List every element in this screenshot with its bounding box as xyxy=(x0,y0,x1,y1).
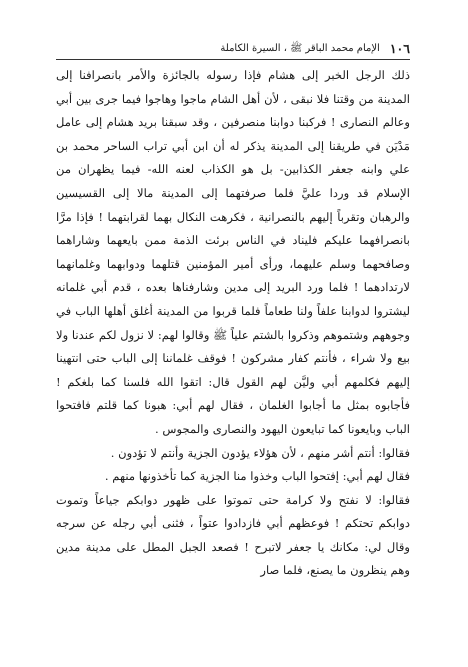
page-header xyxy=(56,40,410,56)
paragraph: فقالوا: أنتم أشر منهم ، لأن هؤلاء يؤدون الجزية وأنتم لا تؤدون . xyxy=(110,445,410,460)
paragraph: فقالوا: لا نفتح ولا كرامة حتى تموتوا على ظهور دوابكم جياعاً وتموت دوابكم تحتكم ! فوعظهم أبي فازدادوا عتواً ، فثنى أبي رجله عن سرجه وقال لي: مكانك يا جعفر لاتبرح ! فصعد الجبل المطل على مدينة مدين وهم ينظرون ما يصنع، فلما صار xyxy=(56,492,410,578)
paragraph: ذلك الرجل الخبر إلى هشام فإذا رسوله بالجائزة والأمر بانصرافنا إلى المدينة من وقتنا فلا نبقى ، لأن أهل الشام ماجوا وهاجوا فيما جرى بين أبي وعالم النصارى ! فركبنا دوابنا منصرفين ، وقد سبقنا بريد هشام إلى عامل مَدْيَن في طريقنا إلى المدينة يذكر له أن ابن أبي تراب الساحر محمد بن علي وابنه جعفر الكذابين- بل هو الكذاب لعنه الله- فيما يظهران من الإسلام قد وردا عليَّ فلما صرفتهما إلى المدينة مالا إلى القسيسين والرهبان وتقرباً إليهم بالنصرانية ، فكرهت النكال بهما لقرابتهما ! فإذا مرَّا بانصرافهما عليكم فليناد في الناس برئت الذمة ممن بايعهما وشاراهما وصافحهما وسلم عليهما، ورأى أمير المؤمنين قتلهما ودوابهما وغلمانهما لارتدادهما ! فلما ورد البريد إلى مدين وشارفناها بعده ، قدم أبي غلمانه ليشتروا لدوابنا علفاً ولنا طعاماً فلما قربوا من المدينة أغلق أهلها الباب في وجوههم وشتموهم وذكروا بالشتم علياً ﷺ وقالوا لهم: لا نزول لكم عندنا ولا بيع ولا شراء ، فأنتم كفار مشركون ! فوقف غلماننا إلى الباب حتى انتهينا إليهم فكلمهم أبي وليَّن لهم القول قال: اتقوا الله فلسنا كما بلغكم ! فأجابوه بمثل ما أجابوا الغلمان ، فقال لهم أبي: هبونا كما قلتم فافتحوا الباب وبايعونا كما تبايعون اليهود والنصارى والمجوس . xyxy=(56,68,410,436)
paragraph: فقال لهم أبي: إفتحوا الباب وخذوا منا الجزية كما تأخذونها منهم . xyxy=(104,469,410,484)
running-title: الإمام محمد الباقر ﷺ ، السيرة الكاملة xyxy=(220,43,380,54)
page-number: ١٠٦ xyxy=(389,41,410,56)
body-text xyxy=(56,64,410,583)
header-rule xyxy=(56,59,410,60)
